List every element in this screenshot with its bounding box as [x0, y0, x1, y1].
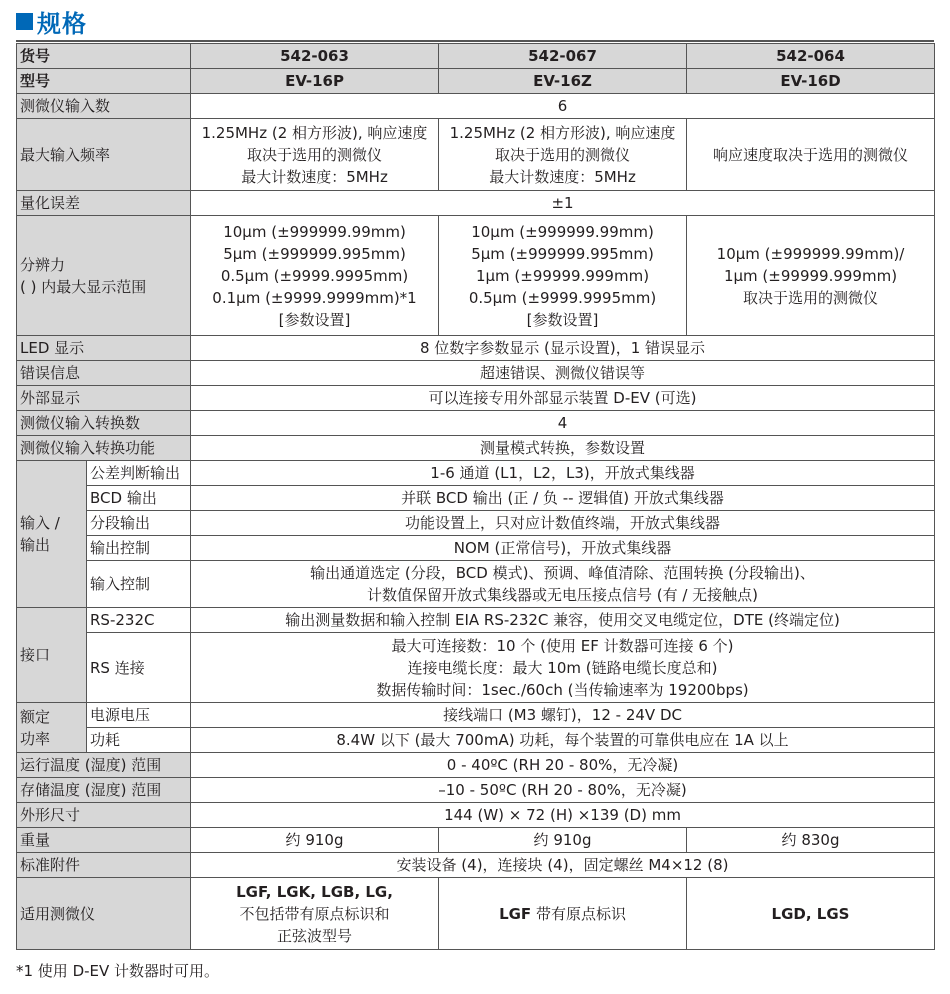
value-switch-count: 4 — [191, 411, 935, 436]
row-applicable-gauges — [17, 878, 935, 950]
rs-link-line: 连接电缆长度：最大 10m (链路电缆长度总和) — [407, 658, 718, 677]
row-item-number — [17, 44, 935, 69]
gauges-c1-line: 正弦波型号 — [277, 926, 353, 945]
label-led-display: LED 显示 — [17, 336, 191, 361]
value-tolerance-output: 1-6 通道 (L1，L2，L3)，开放式集线器 — [191, 461, 935, 486]
label-operating-temp: 运行温度 (湿度) 范围 — [17, 753, 191, 778]
value-supply-voltage: 接线端口 (M3 螺钉)，12 - 24V DC — [191, 703, 935, 728]
gauges-c2 — [439, 878, 687, 950]
row-quant-error — [17, 191, 935, 216]
label-input-control: 输入控制 — [87, 561, 191, 608]
label-error-info: 错误信息 — [17, 361, 191, 386]
row-max-frequency — [17, 119, 935, 191]
label-model: 型号 — [17, 69, 191, 94]
label-dimensions: 外形尺寸 — [17, 803, 191, 828]
gauges-c2-model: LGF — [499, 904, 532, 923]
resolution-c1-line: 10μm (±999999.99mm) — [223, 222, 406, 241]
row-switch-function — [17, 436, 935, 461]
value-led-display: 8 位数字参数显示 (显示设置)，1 错误显示 — [191, 336, 935, 361]
rated-label-line: 额定 — [20, 707, 51, 726]
row-operating-temp — [17, 753, 935, 778]
resolution-c1-line: 5μm (±999999.995mm) — [223, 244, 406, 263]
freq-c1-line: 1.25MHz (2 相方形波), 响应速度 — [201, 123, 428, 142]
resolution-c2-line: 0.5μm (±9999.9995mm) — [468, 288, 657, 307]
row-weight — [17, 828, 935, 853]
freq-c1-line: 取决于选用的测微仪 — [247, 145, 383, 164]
label-io — [17, 461, 87, 608]
value-rs-link — [191, 633, 935, 703]
resolution-c3-line: 取决于选用的测微仪 — [743, 288, 879, 307]
model-c1: EV-16P — [191, 69, 439, 94]
label-power-consumption: 功耗 — [87, 728, 191, 753]
row-accessories — [17, 853, 935, 878]
row-rs232c — [17, 608, 935, 633]
resolution-c3-line: 1μm (±99999.999mm) — [723, 266, 898, 285]
rs-link-line: 数据传输时间：1sec./60ch (当传输速率为 19200bps) — [376, 680, 749, 699]
value-segment-output: 功能设置上，只对应计数值终端，开放式集线器 — [191, 511, 935, 536]
row-io-segment — [17, 511, 935, 536]
label-item-number: 货号 — [17, 44, 191, 69]
gauges-c2-note: 带有原点标识 — [531, 904, 626, 923]
label-supply-voltage: 电源电压 — [87, 703, 191, 728]
label-segment-output: 分段输出 — [87, 511, 191, 536]
gauges-c1 — [191, 878, 439, 950]
row-led-display — [17, 336, 935, 361]
gauges-c3: LGD, LGS — [687, 878, 935, 950]
label-storage-temp: 存储温度 (湿度) 范围 — [17, 778, 191, 803]
label-tolerance-output: 公差判断输出 — [87, 461, 191, 486]
value-bcd-output: 并联 BCD 输出 (正 / 负 -- 逻辑值) 开放式集线器 — [191, 486, 935, 511]
freq-c2-line: 1.25MHz (2 相方形波), 响应速度 — [449, 123, 676, 142]
value-rs232c: 输出测量数据和输入控制 EIA RS-232C 兼容，使用交叉电缆定位，DTE (终端定位) — [191, 608, 935, 633]
row-resolution — [17, 216, 935, 336]
resolution-c2-line: 5μm (±999999.995mm) — [471, 244, 654, 263]
value-input-control — [191, 561, 935, 608]
resolution-c2-line: 10μm (±999999.99mm) — [471, 222, 654, 241]
label-bcd-output: BCD 输出 — [87, 486, 191, 511]
label-rs232c: RS-232C — [87, 608, 191, 633]
row-io-tolerance — [17, 461, 935, 486]
label-rs-link: RS 连接 — [87, 633, 191, 703]
label-max-frequency: 最大输入频率 — [17, 119, 191, 191]
resolution-label-line: 分辨力 — [20, 255, 66, 274]
row-power-consumption — [17, 728, 935, 753]
item-number-c1: 542-063 — [191, 44, 439, 69]
value-dimensions: 144 (W) × 72 (H) ×139 (D) mm — [191, 803, 935, 828]
resolution-c2-line: 1μm (±99999.999mm) — [475, 266, 650, 285]
resolution-c2-line: [参数设置] — [526, 310, 599, 329]
label-switch-count: 测微仪输入转换数 — [17, 411, 191, 436]
heading-rule — [16, 40, 934, 42]
model-c2: EV-16Z — [439, 69, 687, 94]
resolution-c2 — [439, 216, 687, 336]
label-quant-error: 量化误差 — [17, 191, 191, 216]
value-external-display: 可以连接专用外部显示装置 D-EV (可选) — [191, 386, 935, 411]
freq-c2-line: 取决于选用的测微仪 — [495, 145, 631, 164]
row-supply-voltage — [17, 703, 935, 728]
footnote: *1 使用 D-EV 计数器时可用。 — [16, 962, 220, 980]
label-rated-power — [17, 703, 87, 753]
model-c3: EV-16D — [687, 69, 935, 94]
row-storage-temp — [17, 778, 935, 803]
row-gauge-inputs — [17, 94, 935, 119]
label-gauge-inputs: 测微仪输入数 — [17, 94, 191, 119]
resolution-label-line: ( ) 内最大显示范围 — [20, 277, 147, 296]
freq-c1-line: 最大计数速度：5MHz — [241, 167, 388, 186]
gauges-c1-line: 不包括带有原点标识和 — [239, 904, 390, 923]
weight-c1: 约 910g — [191, 828, 439, 853]
freq-c2 — [439, 119, 687, 191]
row-dimensions — [17, 803, 935, 828]
value-quant-error: ±1 — [191, 191, 935, 216]
rs-link-line: 最大可连接数：10 个 (使用 EF 计数器可连接 6 个) — [391, 636, 734, 655]
label-weight: 重量 — [17, 828, 191, 853]
input-control-line: 输出通道选定 (分段，BCD 模式)、预调、峰值清除、范围转换 (分段输出)、 — [310, 564, 815, 582]
value-power-consumption: 8.4W 以下 (最大 700mA) 功耗，每个装置的可靠供电应在 1A 以上 — [191, 728, 935, 753]
label-accessories: 标准附件 — [17, 853, 191, 878]
freq-c1 — [191, 119, 439, 191]
weight-c2: 约 910g — [439, 828, 687, 853]
label-output-control: 输出控制 — [87, 536, 191, 561]
row-rs-link — [17, 633, 935, 703]
value-operating-temp: 0 - 40ºC (RH 20 - 80%，无冷凝) — [191, 753, 935, 778]
spec-table — [16, 43, 935, 950]
freq-c3: 响应速度取决于选用的测微仪 — [687, 119, 935, 191]
io-label-line: 输入 / — [20, 514, 60, 532]
row-switch-count — [17, 411, 935, 436]
io-label-line: 输出 — [20, 536, 51, 554]
row-io-input-control — [17, 561, 935, 608]
label-external-display: 外部显示 — [17, 386, 191, 411]
item-number-c3: 542-064 — [687, 44, 935, 69]
gauges-c1-models: LGF, LGK, LGB, LG, — [236, 882, 393, 901]
resolution-c3 — [687, 216, 935, 336]
resolution-c1-line: [参数设置] — [278, 310, 351, 329]
section-heading — [16, 4, 87, 38]
label-resolution — [17, 216, 191, 336]
value-error-info: 超速错误、测微仪错误等 — [191, 361, 935, 386]
label-applicable-gauges: 适用测微仪 — [17, 878, 191, 950]
value-gauge-inputs: 6 — [191, 94, 935, 119]
value-switch-function: 测量模式转换，参数设置 — [191, 436, 935, 461]
label-switch-function: 测微仪输入转换功能 — [17, 436, 191, 461]
rated-label-line: 功率 — [20, 729, 51, 748]
value-accessories: 安装设备 (4)，连接块 (4)，固定螺丝 M4×12 (8) — [191, 853, 935, 878]
row-io-bcd — [17, 486, 935, 511]
resolution-c1-line: 0.5μm (±9999.9995mm) — [220, 266, 409, 285]
value-output-control: NOM (正常信号)，开放式集线器 — [191, 536, 935, 561]
row-model — [17, 69, 935, 94]
label-interface: 接口 — [17, 608, 87, 703]
resolution-c1 — [191, 216, 439, 336]
resolution-c3-line: 10μm (±999999.99mm)/ — [716, 244, 905, 263]
row-external-display — [17, 386, 935, 411]
value-storage-temp: –10 - 50ºC (RH 20 - 80%，无冷凝) — [191, 778, 935, 803]
heading-title: 规格 — [37, 9, 87, 38]
item-number-c2: 542-067 — [439, 44, 687, 69]
row-io-output-control — [17, 536, 935, 561]
freq-c2-line: 最大计数速度：5MHz — [489, 167, 636, 186]
resolution-c1-line: 0.1μm (±9999.9999mm)*1 — [212, 288, 417, 307]
row-error-info — [17, 361, 935, 386]
weight-c3: 约 830g — [687, 828, 935, 853]
heading-square-icon — [16, 13, 33, 30]
input-control-line: 计数值保留开放式集线器或无电压接点信号 (有 / 无接触点) — [366, 586, 759, 604]
